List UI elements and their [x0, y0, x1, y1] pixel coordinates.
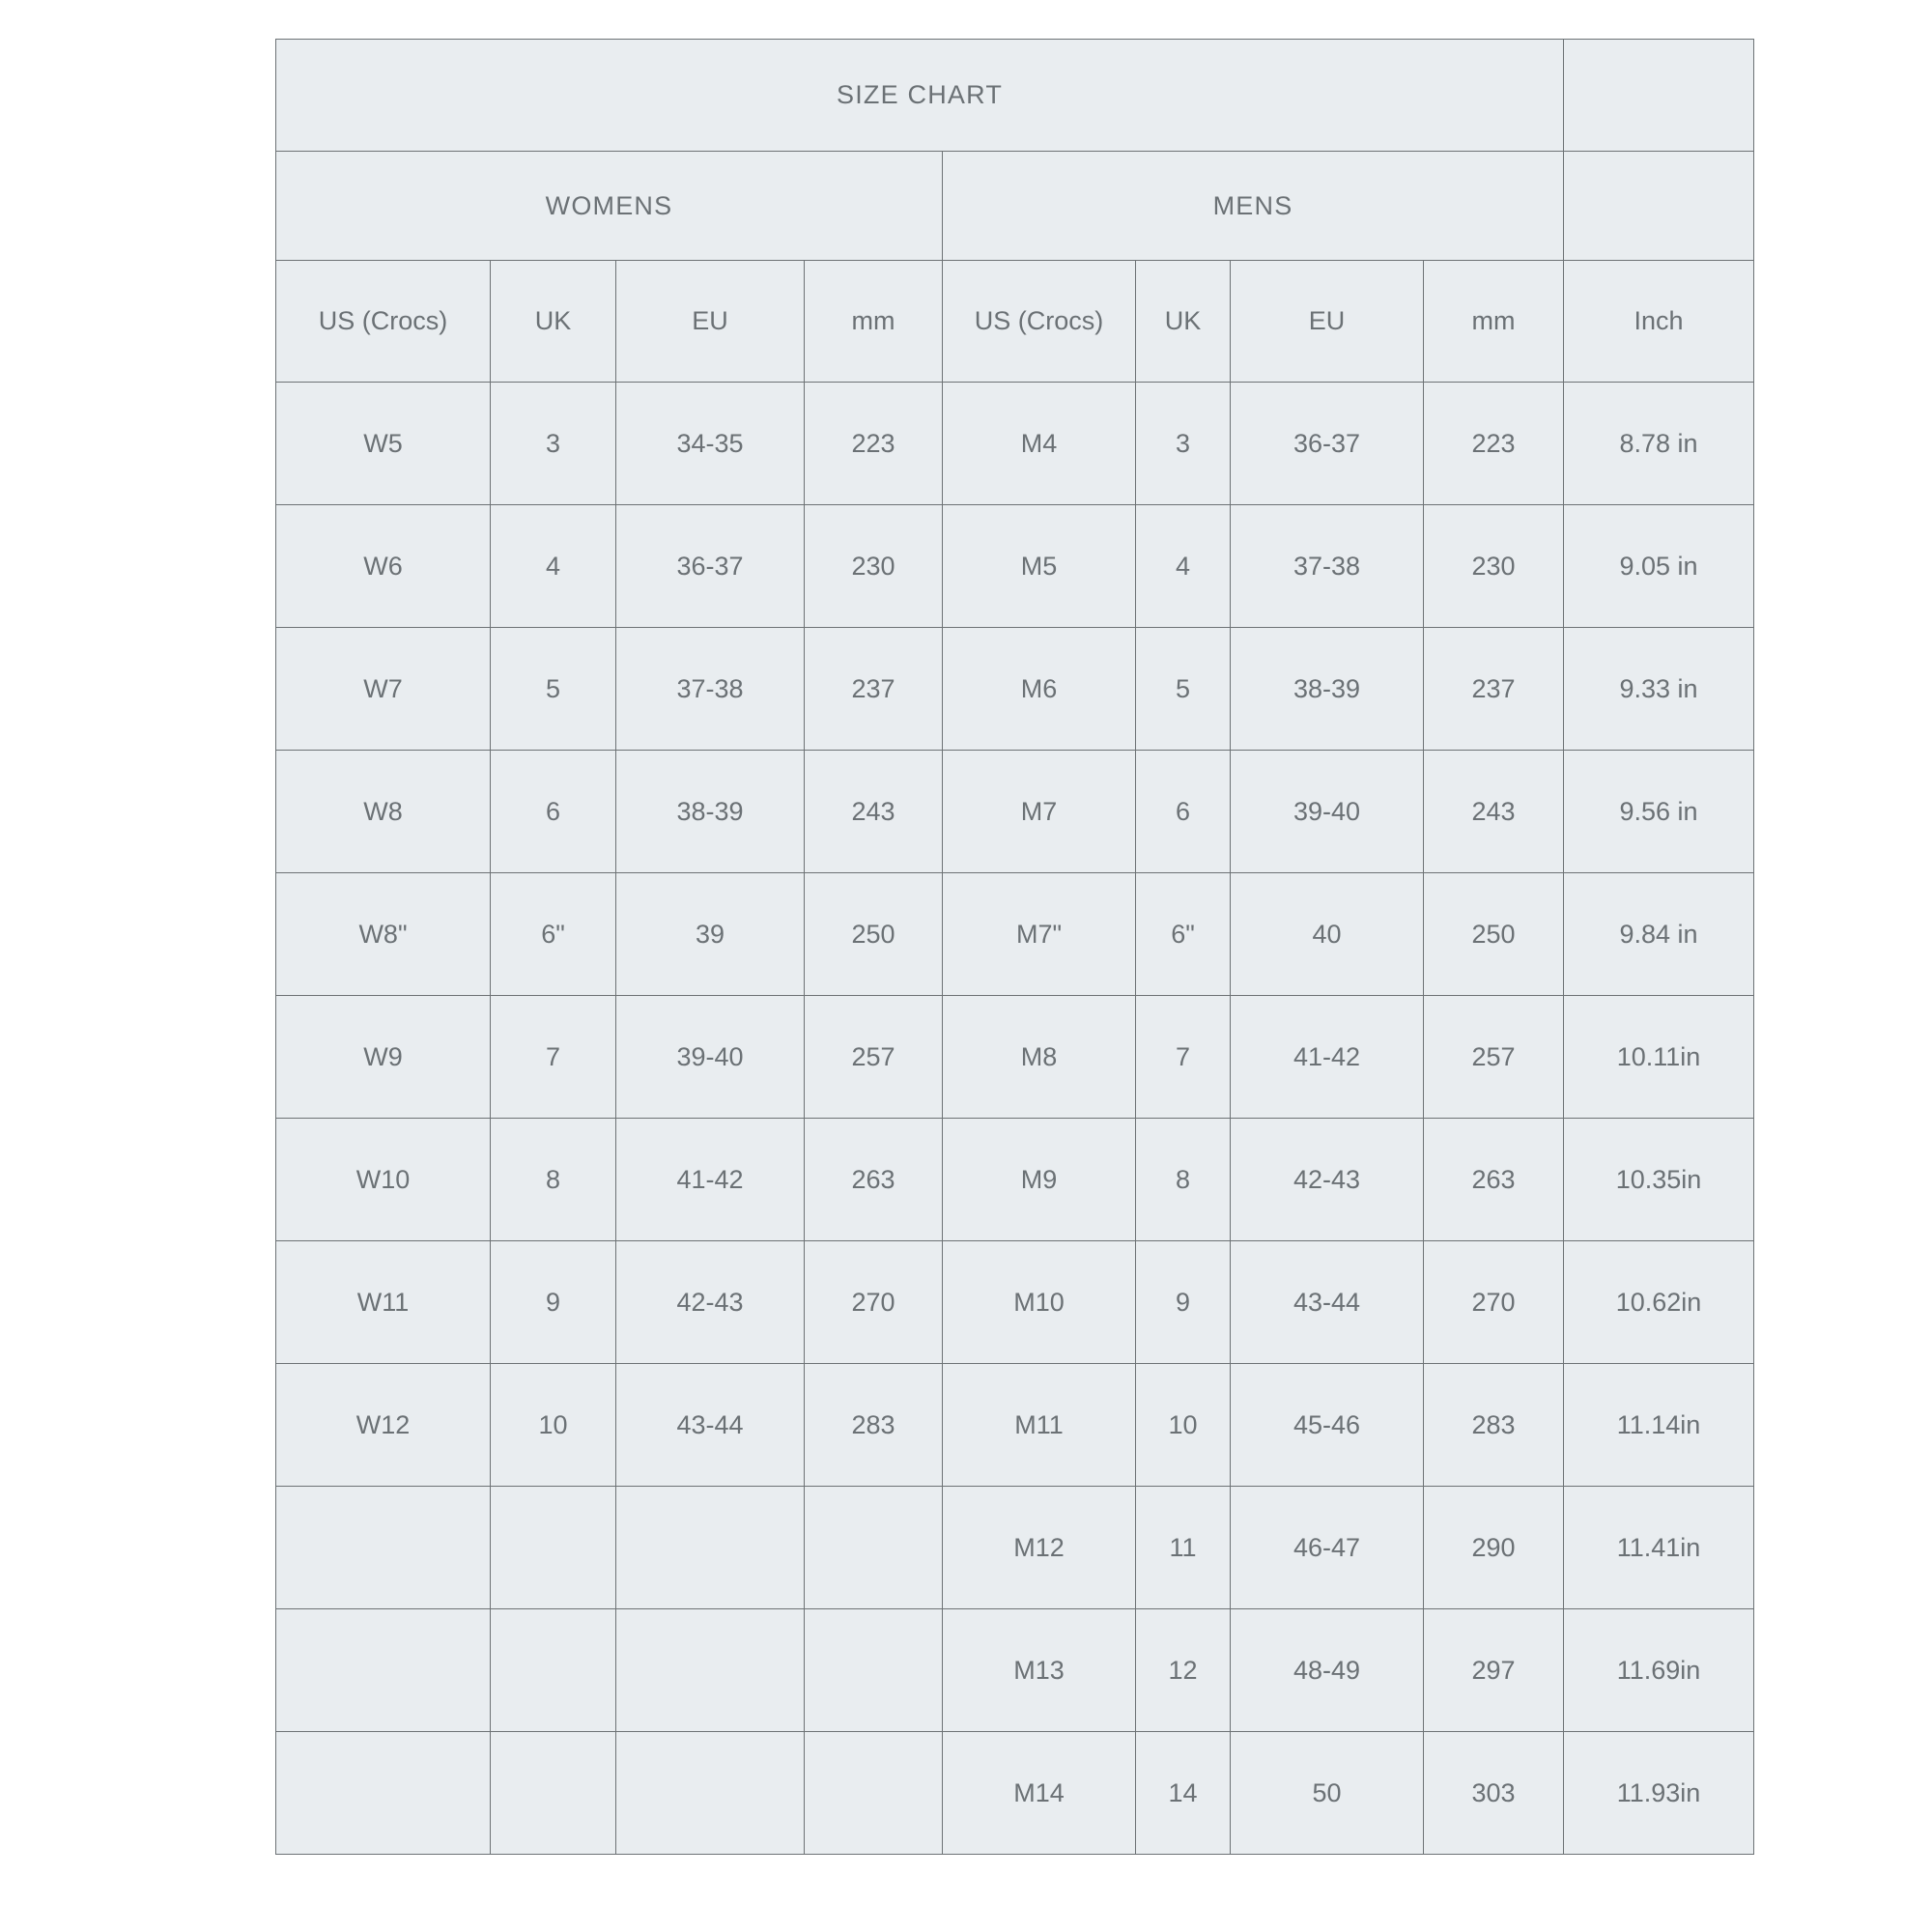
cell-inch: 8.78 in — [1564, 383, 1754, 505]
cell-womens-eu: 34-35 — [616, 383, 805, 505]
table-row — [276, 1732, 1754, 1855]
cell-inch: 10.35in — [1564, 1119, 1754, 1241]
column-header-mens-us: US (Crocs) — [943, 261, 1136, 383]
cell-mens-mm: 223 — [1424, 383, 1564, 505]
cell-mens-uk: 6" — [1136, 873, 1231, 996]
cell-womens-uk — [491, 1487, 616, 1609]
cell-inch: 10.11in — [1564, 996, 1754, 1119]
cell-mens-uk: 10 — [1136, 1364, 1231, 1487]
group-header-womens: WOMENS — [276, 152, 943, 261]
cell-womens-mm: 223 — [805, 383, 943, 505]
cell-mens-mm: 290 — [1424, 1487, 1564, 1609]
cell-mens-us: M6 — [943, 628, 1136, 751]
cell-mens-mm: 283 — [1424, 1364, 1564, 1487]
cell-womens-us: W11 — [276, 1241, 491, 1364]
cell-womens-mm: 263 — [805, 1119, 943, 1241]
cell-mens-us: M4 — [943, 383, 1136, 505]
cell-womens-uk: 6 — [491, 751, 616, 873]
cell-womens-us: W5 — [276, 383, 491, 505]
cell-womens-us: W8 — [276, 751, 491, 873]
table-row — [276, 383, 1754, 505]
cell-inch: 9.05 in — [1564, 505, 1754, 628]
cell-mens-mm: 270 — [1424, 1241, 1564, 1364]
cell-womens-mm — [805, 1487, 943, 1609]
cell-womens-uk — [491, 1609, 616, 1732]
cell-womens-uk: 8 — [491, 1119, 616, 1241]
cell-womens-us — [276, 1609, 491, 1732]
column-header-womens-us: US (Crocs) — [276, 261, 491, 383]
cell-womens-eu: 36-37 — [616, 505, 805, 628]
cell-womens-us: W8" — [276, 873, 491, 996]
cell-mens-mm: 243 — [1424, 751, 1564, 873]
table-row — [276, 996, 1754, 1119]
column-header-mens-mm: mm — [1424, 261, 1564, 383]
cell-mens-mm: 237 — [1424, 628, 1564, 751]
cell-mens-us: M8 — [943, 996, 1136, 1119]
cell-womens-us: W9 — [276, 996, 491, 1119]
cell-mens-eu: 45-46 — [1231, 1364, 1424, 1487]
cell-womens-eu: 37-38 — [616, 628, 805, 751]
cell-mens-mm: 263 — [1424, 1119, 1564, 1241]
cell-mens-uk: 3 — [1136, 383, 1231, 505]
cell-inch: 9.84 in — [1564, 873, 1754, 996]
cell-mens-eu: 46-47 — [1231, 1487, 1424, 1609]
cell-mens-eu: 41-42 — [1231, 996, 1424, 1119]
cell-womens-eu: 41-42 — [616, 1119, 805, 1241]
cell-inch: 9.33 in — [1564, 628, 1754, 751]
cell-mens-us: M13 — [943, 1609, 1136, 1732]
cell-womens-eu — [616, 1732, 805, 1855]
cell-womens-us — [276, 1732, 491, 1855]
cell-womens-mm: 250 — [805, 873, 943, 996]
cell-womens-uk: 10 — [491, 1364, 616, 1487]
title-row — [276, 40, 1754, 152]
cell-mens-uk: 5 — [1136, 628, 1231, 751]
cell-mens-eu: 42-43 — [1231, 1119, 1424, 1241]
cell-womens-mm: 270 — [805, 1241, 943, 1364]
table-row — [276, 1119, 1754, 1241]
column-header-inch: Inch — [1564, 261, 1754, 383]
cell-mens-us: M14 — [943, 1732, 1136, 1855]
cell-womens-mm — [805, 1609, 943, 1732]
cell-mens-uk: 11 — [1136, 1487, 1231, 1609]
cell-mens-eu: 48-49 — [1231, 1609, 1424, 1732]
cell-womens-uk: 4 — [491, 505, 616, 628]
cell-womens-eu: 43-44 — [616, 1364, 805, 1487]
cell-womens-eu — [616, 1487, 805, 1609]
cell-womens-uk: 5 — [491, 628, 616, 751]
cell-womens-us: W12 — [276, 1364, 491, 1487]
cell-mens-us: M7" — [943, 873, 1136, 996]
group-header-mens: MENS — [943, 152, 1564, 261]
cell-womens-uk: 3 — [491, 383, 616, 505]
cell-mens-mm: 303 — [1424, 1732, 1564, 1855]
table-row — [276, 505, 1754, 628]
cell-womens-eu: 38-39 — [616, 751, 805, 873]
size-chart-container — [275, 39, 1702, 1898]
cell-womens-eu — [616, 1609, 805, 1732]
cell-mens-mm: 297 — [1424, 1609, 1564, 1732]
title-row-spacer — [1564, 40, 1754, 152]
cell-mens-uk: 9 — [1136, 1241, 1231, 1364]
cell-mens-eu: 40 — [1231, 873, 1424, 996]
column-header-womens-mm: mm — [805, 261, 943, 383]
column-header-mens-eu: EU — [1231, 261, 1424, 383]
cell-inch: 10.62in — [1564, 1241, 1754, 1364]
cell-womens-mm: 257 — [805, 996, 943, 1119]
cell-womens-eu: 39-40 — [616, 996, 805, 1119]
cell-mens-eu: 43-44 — [1231, 1241, 1424, 1364]
cell-inch: 11.69in — [1564, 1609, 1754, 1732]
cell-mens-us: M11 — [943, 1364, 1136, 1487]
column-header-womens-eu: EU — [616, 261, 805, 383]
cell-womens-mm: 230 — [805, 505, 943, 628]
cell-mens-mm: 230 — [1424, 505, 1564, 628]
group-header-spacer — [1564, 152, 1754, 261]
cell-womens-mm: 237 — [805, 628, 943, 751]
cell-mens-us: M10 — [943, 1241, 1136, 1364]
cell-mens-us: M5 — [943, 505, 1136, 628]
cell-mens-us: M7 — [943, 751, 1136, 873]
cell-womens-mm: 243 — [805, 751, 943, 873]
cell-mens-eu: 37-38 — [1231, 505, 1424, 628]
cell-womens-us: W7 — [276, 628, 491, 751]
cell-mens-mm: 257 — [1424, 996, 1564, 1119]
table-row — [276, 1241, 1754, 1364]
chart-title: SIZE CHART — [276, 40, 1564, 152]
cell-womens-eu: 42-43 — [616, 1241, 805, 1364]
column-header-mens-uk: UK — [1136, 261, 1231, 383]
cell-mens-eu: 36-37 — [1231, 383, 1424, 505]
cell-womens-us: W6 — [276, 505, 491, 628]
cell-mens-uk: 6 — [1136, 751, 1231, 873]
table-row — [276, 628, 1754, 751]
cell-mens-eu: 50 — [1231, 1732, 1424, 1855]
group-header-row — [276, 152, 1754, 261]
cell-womens-us — [276, 1487, 491, 1609]
column-header-row — [276, 261, 1754, 383]
cell-mens-uk: 7 — [1136, 996, 1231, 1119]
cell-mens-us: M12 — [943, 1487, 1136, 1609]
table-row — [276, 751, 1754, 873]
cell-womens-uk: 9 — [491, 1241, 616, 1364]
size-chart-table — [275, 39, 1754, 1855]
table-row — [276, 1487, 1754, 1609]
table-row — [276, 873, 1754, 996]
cell-womens-uk: 7 — [491, 996, 616, 1119]
cell-mens-eu: 38-39 — [1231, 628, 1424, 751]
cell-womens-uk — [491, 1732, 616, 1855]
cell-inch: 11.93in — [1564, 1732, 1754, 1855]
cell-mens-eu: 39-40 — [1231, 751, 1424, 873]
table-row — [276, 1609, 1754, 1732]
cell-mens-us: M9 — [943, 1119, 1136, 1241]
cell-mens-uk: 4 — [1136, 505, 1231, 628]
cell-mens-uk: 8 — [1136, 1119, 1231, 1241]
cell-womens-mm — [805, 1732, 943, 1855]
cell-mens-mm: 250 — [1424, 873, 1564, 996]
cell-inch: 11.41in — [1564, 1487, 1754, 1609]
cell-womens-uk: 6" — [491, 873, 616, 996]
cell-mens-uk: 14 — [1136, 1732, 1231, 1855]
cell-inch: 9.56 in — [1564, 751, 1754, 873]
cell-womens-eu: 39 — [616, 873, 805, 996]
cell-inch: 11.14in — [1564, 1364, 1754, 1487]
cell-mens-uk: 12 — [1136, 1609, 1231, 1732]
column-header-womens-uk: UK — [491, 261, 616, 383]
table-row — [276, 1364, 1754, 1487]
cell-womens-mm: 283 — [805, 1364, 943, 1487]
cell-womens-us: W10 — [276, 1119, 491, 1241]
